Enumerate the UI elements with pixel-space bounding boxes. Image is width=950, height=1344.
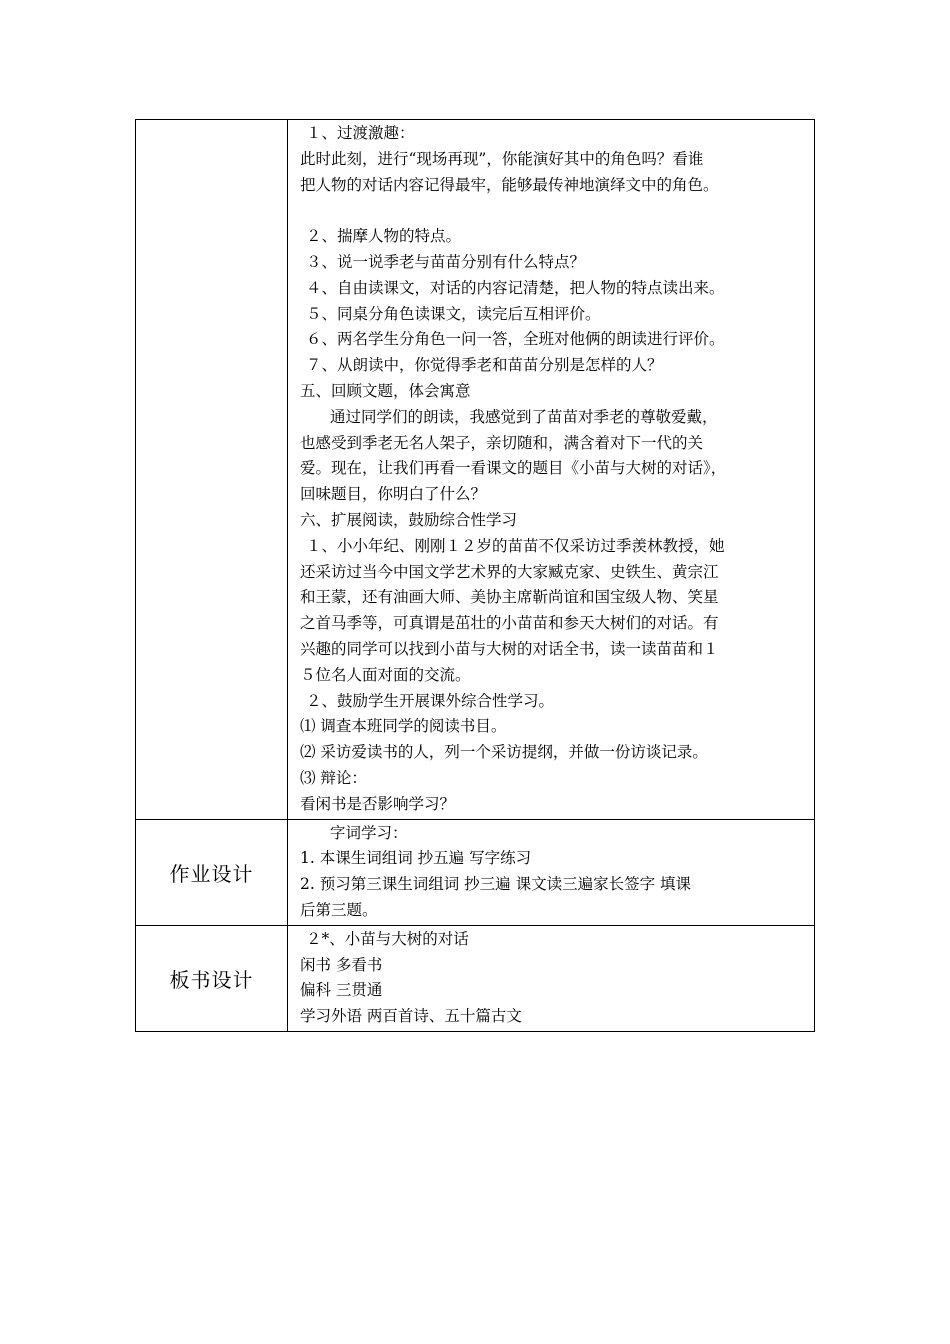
homework-section-line: 字词学习： (330, 823, 408, 842)
main-section-line: ⑴ 调查本班同学的阅读书目。 (300, 717, 507, 736)
main-section-line: ３、说一说季老与苗苗分别有什么特点？ (306, 252, 586, 271)
homework-section-line: 1. 本课生词组词 抄五遍 写字练习 (300, 849, 532, 868)
main-section-content (288, 120, 815, 820)
main-section-line: ５、同桌分角色读课文，读完后互相评价。 (306, 304, 601, 323)
lesson-plan-table (135, 119, 815, 1032)
board-section-line: 闲书 多看书 (300, 955, 383, 974)
main-section-row (136, 120, 815, 820)
main-section-line: ２、鼓励学生开展课外综合性学习。 (306, 691, 555, 710)
main-section-line (300, 198, 814, 224)
board-section-line: 偏科 三贯通 (300, 981, 383, 1000)
main-section-line: 五、回顾文题，体会寓意 (300, 381, 471, 400)
main-section-line: 此时此刻，进行“现场再现”，你能演好其中的角色吗？看谁 (300, 149, 704, 168)
main-section-line: ⑵ 采访爱读书的人，列一个采访提纲，并做一份访谈记录。 (300, 743, 708, 762)
main-section-line: 六、扩展阅读，鼓励综合性学习 (300, 510, 518, 529)
main-section-label (136, 120, 288, 820)
main-section-line: ６、两名学生分角色一问一答，全班对他俩的朗读进行评价。 (306, 330, 725, 349)
main-section-line: ４、自由读课文，对话的内容记清楚，把人物的特点读出来。 (306, 278, 725, 297)
board-section-line: 学习外语 两百首诗、五十篇古文 (300, 1007, 522, 1026)
board-section-line: ２*、小苗与大树的对话 (306, 929, 469, 948)
main-section-line: 回味题目，你明白了什么？ (300, 485, 487, 504)
main-section-line: 兴趣的同学可以找到小苗与大树的对话全书，读一读苗苗和１ (300, 639, 719, 658)
main-section-line: 也感受到季老无名人架子，亲切随和，满含着对下一代的关 (300, 433, 704, 452)
main-section-line: １、过渡激趣： (306, 124, 415, 142)
homework-section-line: 后第三题。 (300, 900, 378, 919)
main-section-line: 还采访过当今中国文学艺术界的大家臧克家、史铁生、黄宗江 (300, 562, 719, 581)
homework-section-content (288, 819, 815, 925)
main-section-line: ７、从朗读中，你觉得季老和苗苗分别是怎样的人？ (306, 356, 663, 375)
main-section-line: ⑶ 辩论： (300, 768, 367, 787)
main-section-line: 把人物的对话内容记得最牢，能够最传神地演绎文中的角色。 (300, 175, 719, 194)
main-section-line: 看闲书是否影响学习？ (300, 794, 456, 813)
main-section-line: ５位名人面对面的交流。 (300, 665, 471, 684)
main-section-line: 和王蒙，还有油画大师、美协主席靳尚谊和国宝级人物、笑星 (300, 588, 719, 607)
main-section-line: ２、揣摩人物的特点。 (306, 227, 462, 246)
homework-section-row (136, 819, 815, 925)
main-section-line: １、小小年纪、刚刚１２岁的苗苗不仅采访过季羡林教授，她 (306, 536, 725, 555)
board-section-row (136, 925, 815, 1031)
board-section-label: 板书设计 (136, 925, 288, 1031)
homework-section-label: 作业设计 (136, 819, 288, 925)
main-section-line: 之首马季等，可真谓是茁壮的小苗苗和参天大树们的对话。有 (300, 614, 719, 633)
board-section-content (288, 925, 815, 1031)
main-section-line: 爱。现在，让我们再看一看课文的题目《小苗与大树的对话》， (300, 459, 727, 478)
homework-section-line: 2. 预习第三课生词组词 抄三遍 课文读三遍家长签字 填课 (300, 875, 691, 894)
main-section-line: 通过同学们的朗读，我感觉到了苗苗对季老的尊敬爱戴， (330, 407, 718, 426)
